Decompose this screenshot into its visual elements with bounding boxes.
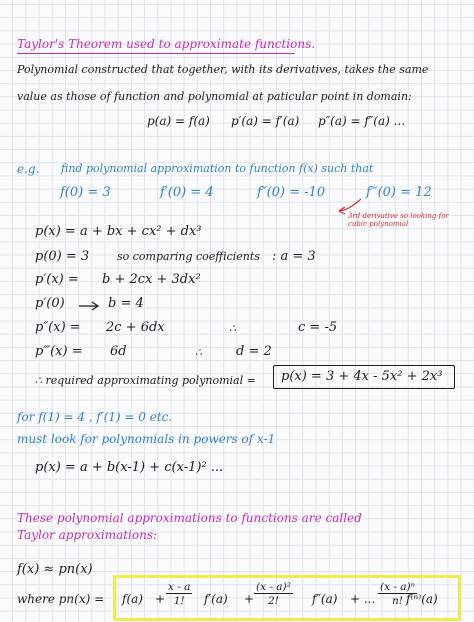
title-underline bbox=[17, 53, 295, 54]
taylor-line-1: These polynomial approximations to functions are called bbox=[17, 511, 362, 525]
powers-line: must look for polynomials in powers of x-1 bbox=[17, 432, 276, 446]
example-label: e.g. bbox=[17, 162, 40, 176]
p0-middle: so comparing coefficients bbox=[117, 250, 260, 263]
plus-2: + bbox=[244, 592, 255, 606]
term-1-numerator: x - a bbox=[168, 581, 191, 593]
approximation: f(x) ≈ pn(x) bbox=[17, 562, 93, 577]
term-2-derivative: f″(a) bbox=[312, 592, 338, 606]
term-1-denominator: 1! bbox=[173, 594, 185, 607]
p0-left: p(0) = 3 bbox=[35, 249, 90, 264]
d-result: d = 2 bbox=[236, 344, 272, 359]
term-1-derivative: f′(a) bbox=[204, 592, 228, 606]
equality-2: p′(a) = f′(a) bbox=[231, 114, 300, 128]
p0-result: : a = 3 bbox=[272, 249, 316, 264]
third-derivative-right: 6d bbox=[110, 344, 127, 359]
third-derivative-left: p‴(x) = bbox=[35, 344, 83, 359]
page-title: Taylor's Theorem used to approximate functions. bbox=[17, 37, 316, 51]
taylor-line-2: Taylor approximations: bbox=[17, 528, 158, 542]
p1-at-zero-right: b = 4 bbox=[108, 296, 144, 311]
equality-1: p(a) = f(a) bbox=[147, 114, 210, 128]
term-f-a: f(a) bbox=[122, 592, 143, 606]
definition-line-1: Polynomial constructed that together, with its derivatives, takes the same bbox=[17, 63, 429, 76]
example-prompt: find polynomial approximation to function f(x) such that bbox=[61, 162, 374, 175]
shifted-polynomial: p(x) = a + b(x-1) + c(x-1)² ... bbox=[35, 460, 224, 475]
conclusion-text: ∴ required approximating polynomial = bbox=[35, 374, 256, 387]
answer-polynomial: p(x) = 3 + 4x - 5x² + 2x³ bbox=[281, 369, 443, 384]
condition-at-1: for f(1) = 4 , f′(1) = 0 etc. bbox=[17, 410, 173, 424]
p1-at-zero-left: p′(0) bbox=[35, 296, 65, 311]
c-result: c = -5 bbox=[298, 320, 338, 335]
plus-1: + bbox=[155, 592, 166, 606]
first-derivative-left: p′(x) = bbox=[35, 272, 79, 287]
arrow-right-icon bbox=[78, 301, 100, 311]
polynomial-form: p(x) = a + bx + cx² + dx³ bbox=[35, 224, 202, 239]
term-2-fraction bbox=[254, 582, 293, 606]
therefore-d: ∴ bbox=[195, 346, 202, 359]
first-derivative-right: b + 2cx + 3dx² bbox=[102, 272, 201, 287]
term-2-denominator: 2! bbox=[267, 594, 279, 607]
second-derivative-left: p″(x) = bbox=[35, 320, 81, 335]
term-2-numerator: (x - a)² bbox=[256, 581, 291, 593]
term-n-numerator: (x - a)ⁿ bbox=[380, 581, 415, 593]
term-n-derivative: f⁽ⁿ⁾(a) bbox=[406, 592, 438, 606]
condition-3: f″(0) = -10 bbox=[257, 185, 326, 200]
term-1-fraction bbox=[166, 582, 192, 606]
where-label: where pn(x) = bbox=[17, 592, 105, 606]
condition-1: f(0) = 3 bbox=[60, 185, 111, 200]
equality-3: p″(a) = f″(a) ... bbox=[318, 114, 406, 128]
annotation-note: 3rd derivative so looking for cubic polynomial bbox=[348, 212, 449, 229]
plus-ellipsis: + ... bbox=[350, 592, 376, 606]
definition-line-2: value as those of function and polynomial at paticular point in domain: bbox=[17, 90, 412, 103]
condition-4: f‴(0) = 12 bbox=[366, 185, 432, 200]
therefore-c: ∴ bbox=[229, 322, 236, 335]
term-n-denominator: n! bbox=[391, 594, 403, 607]
second-derivative-right: 2c + 6dx bbox=[106, 320, 165, 335]
condition-2: f′(0) = 4 bbox=[160, 185, 214, 200]
